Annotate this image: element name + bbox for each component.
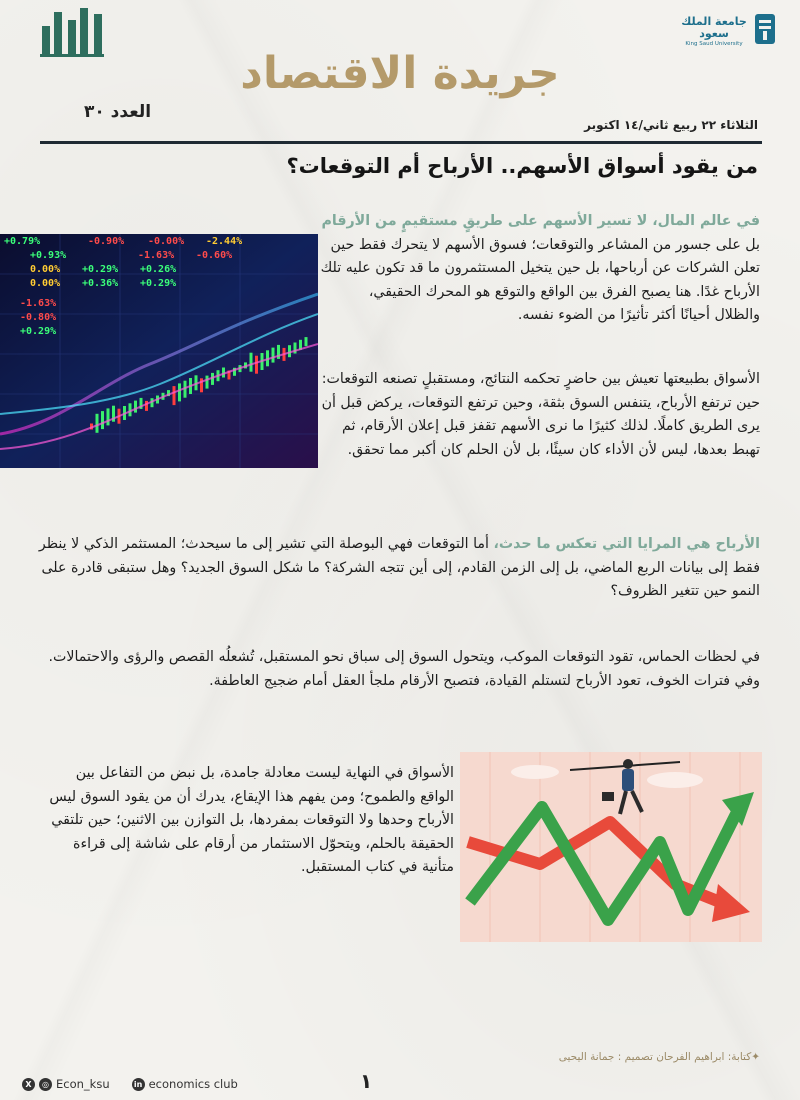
article-headline: من يقود أسواق الأسهم.. الأرباح أم التوقعات؟ bbox=[286, 154, 758, 178]
ticker-value: +0.26% bbox=[140, 264, 177, 275]
candlestick bbox=[101, 411, 104, 429]
candlestick bbox=[96, 414, 99, 433]
candlestick bbox=[255, 356, 258, 374]
ticker-value: +0.36% bbox=[82, 278, 119, 289]
x-icon[interactable]: X bbox=[22, 1078, 35, 1091]
header-divider bbox=[40, 141, 762, 144]
paragraph-1-body: بل على جسور من المشاعر والتوقعات؛ فسوق الأسهم لا يتحرك فقط حين تعلن الشركات عن أرباحها، بل حين يتخيل المستثمرون ما قد تكون عليه تلك الأرباح غدًا. هنا يصبح الفرق بين الواقع والتوقع هو المحرك الحقيقي، والظلال أحيانًا أكثر تأثيرًا من الضوء نفسه. bbox=[320, 236, 760, 323]
paragraph-1 bbox=[320, 210, 760, 328]
paragraph-3-lead: الأرباح هي المرايا التي تعكس ما حدث، bbox=[493, 536, 760, 552]
paragraph-4: في لحظات الحماس، تقود التوقعات الموكب، ويتحول السوق إلى سباق نحو المستقبل، تُشعلُه القصص والرؤى والاحتمالات. وفي فترات الخوف، تعود الأرباح لتستلم القيادة، فتصبح الأرقام ملجأ العقل أمام ضجيج العاطفة. bbox=[48, 649, 760, 689]
page-number: ١ bbox=[360, 1069, 373, 1093]
ticker-value: 0.00% bbox=[30, 278, 61, 289]
candlestick bbox=[272, 348, 275, 363]
ticker-value: +0.79% bbox=[4, 236, 41, 247]
linkedin-icon[interactable]: in bbox=[132, 1078, 145, 1091]
candlestick bbox=[107, 408, 110, 425]
ticker-value: -0.90% bbox=[88, 236, 125, 247]
club-name[interactable]: economics club bbox=[148, 1077, 238, 1091]
university-name-en: King Saud University bbox=[685, 41, 743, 47]
article-credits: ✦كتابة: ابراهيم الفرحان تصميم : جمانة اليحيى bbox=[558, 1051, 760, 1063]
ticker-value: -2.44% bbox=[206, 236, 243, 247]
candlestick bbox=[145, 401, 148, 411]
issue-date: الثلاثاء ٢٢ ربيع ثاني/١٤ اكتوبر bbox=[584, 118, 758, 132]
paragraph-2: الأسواق بطبيعتها تعيش بين حاضرٍ تحكمه النتائج، ومستقبلٍ تصنعه التوقعات: حين ترتفع الأرباح، يتنفس السوق بثقة، وحين ترتفع التوقعات، يركض قبل أن يرى الطريق كاملًا. لذلك كثيرًا ما نرى الأسهم تقفز قبل إعلان الأرقام، ثم تهبط بعدها، ليس لأن الأداء كان سيئًا، بل لأن الحلم كان أكبر مما تحقق. bbox=[321, 371, 760, 458]
candlestick bbox=[134, 401, 137, 413]
ticker-value: 0.00% bbox=[30, 264, 61, 275]
ticker-value: -0.60% bbox=[196, 250, 233, 261]
paragraph-3-body: أما التوقعات فهي البوصلة التي تشير إلى ما سيحدث؛ المستثمر الذكي لا ينظر فقط إلى بيانات الربع الماضي، بل إلى الزمن القادم، إلى أين تتجه الشركة؟ ما شكل السوق الجديد؟ وهل ستبقى قادرة على النمو حين تتغير الظروف؟ bbox=[38, 536, 760, 599]
candlestick bbox=[206, 376, 209, 389]
ticker-value: +0.29% bbox=[82, 264, 119, 275]
ticker-value: -1.63% bbox=[20, 298, 57, 309]
candlestick bbox=[305, 337, 308, 346]
candlestick bbox=[250, 353, 253, 372]
university-crest-icon bbox=[754, 12, 776, 46]
paragraph-1-lead: في عالم المال، لا تسير الأسهم على طريقٍ مستقيمٍ من الأرقام bbox=[321, 213, 760, 229]
paragraph-5: الأسواق في النهاية ليست معادلة جامدة، بل نبض من التفاعل بين الواقع والطموح؛ ومن يفهم هذا الإيقاع، يدرك أن من يقود السوق ليس الأرباح وحدها ولا التوقعات بمفردها، بل التوازن بين الاثنين؛ حين تلتقي الحقيقة بالحلم، ويتحوّل الاستثمار من أرقام على شاشة إلى قراءة متأنية في كتاب المستقبل. bbox=[49, 765, 454, 875]
instagram-icon[interactable]: ◎ bbox=[39, 1078, 52, 1091]
tightrope-chart-illustration bbox=[460, 752, 762, 942]
ticker-value: +0.29% bbox=[20, 326, 57, 337]
social-handle[interactable]: Econ_ksu bbox=[56, 1077, 110, 1091]
ticker-value: +0.93% bbox=[30, 250, 67, 261]
paper-title: جريدة الاقتصاد bbox=[240, 48, 560, 99]
ticker-value: +0.29% bbox=[140, 278, 177, 289]
ticker-value: -1.63% bbox=[138, 250, 175, 261]
issue-number: العدد ٣٠ bbox=[84, 102, 152, 122]
ticker-value: -0.80% bbox=[20, 312, 57, 323]
ticker-value: -0.00% bbox=[148, 236, 185, 247]
candlestick bbox=[173, 386, 176, 405]
university-name-ar: جامعة الملك سعود bbox=[681, 15, 747, 40]
candlestick bbox=[178, 383, 181, 401]
stock-market-photo bbox=[0, 234, 318, 468]
paragraph-3 bbox=[38, 533, 760, 604]
social-links bbox=[22, 1077, 238, 1091]
